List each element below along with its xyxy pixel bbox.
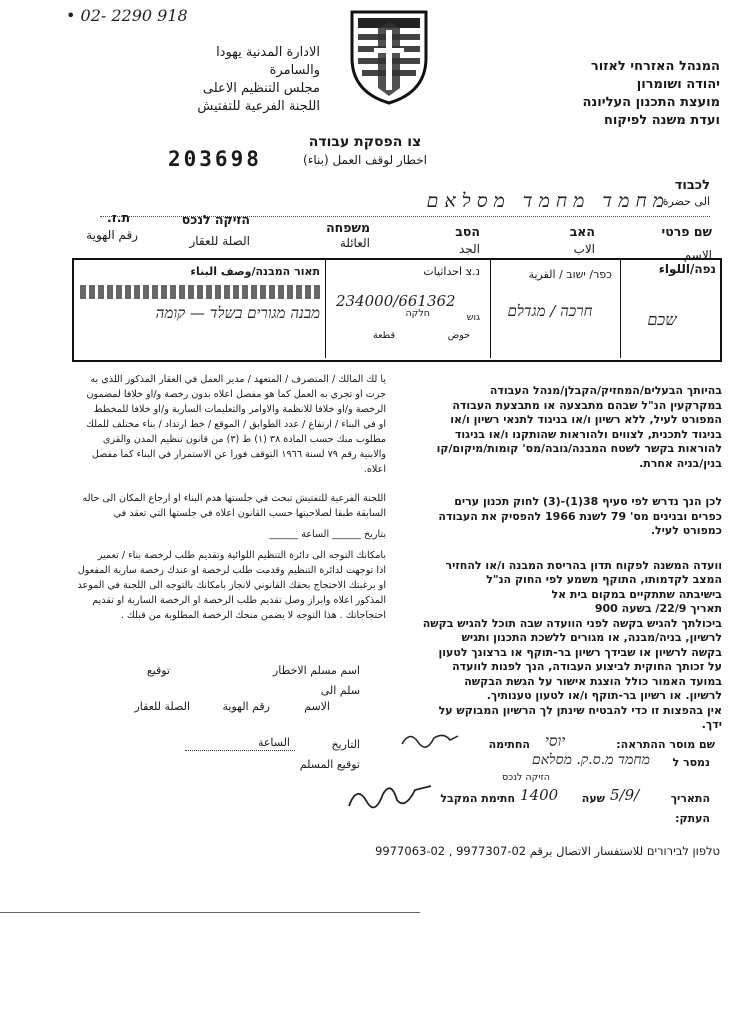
hebrew-delivered-handwritten: מחמד מ.ס.ק. מסלאם [531,752,650,768]
arabic-header-line: اللجنة الفرعية للتفتيش [197,99,320,114]
hebrew-issuer-signature [400,728,460,754]
arabic-time-label: الساعة [257,736,290,749]
building-desc-value: מבנה מגורים בשלד — קומה [155,304,320,322]
hebrew-time-handwritten: 1400 [520,786,559,804]
hebrew-body-line: בניגוד לתכנית, לצווים ולהוראות שהותקנו ו/או בניגוד [454,427,722,441]
hebrew-issuer-label: שם מוסר ההתראה: [616,738,715,751]
hebrew-date-handwritten: 5/9/ [610,786,640,804]
hebrew-body-line: ביכולתך להגיש בקשה לפני הוועדה שבה תוכל להגיש בקשה [422,616,722,630]
hebrew-body-line: לרשיון, בניה/מבנה, או מגורים ללשכת התכנון ותגיש [461,631,722,644]
hebrew-body-line: בישיבתה שתתקיים במקום בית אל [551,587,722,601]
arabic-relation-label: الصلة للعقار [134,700,190,713]
hebrew-delivered-label: נמסר ל [672,756,710,769]
arabic-body-line: السابقة طبقا لصلاحيتها حسب القانون اعلاه في جلستها التي تعقد في [113,508,386,519]
arabic-receiver-label: اسم مسلم الاخطار [272,664,360,677]
hebrew-header-line: מועצת התכנון העליונה [582,95,720,110]
hebrew-body-line: כפרים ובנינים מס' 79 לשנת 1966 להפסיק את העבודה [438,509,722,523]
hebrew-header-line: המנהל האזרחי לאזור [590,59,720,74]
col-family: משפחה [326,220,370,235]
district-value: שכם [647,310,677,329]
recipient-label-arabic: الى حضرة [662,195,710,208]
parcel-label-hod: حوض [447,330,470,341]
arabic-body-line: مطلوب منك حسب المادة ٣٨ (١) ط (٣) من قانون تنظيم المدن والقرى [102,434,386,445]
district-label: נפה/اللواء [658,262,716,276]
arabic-signature-label: توقيع [146,664,170,677]
col-father-ar: الاب [573,242,595,256]
arabic-delivered-to: سلم الى [320,684,360,697]
arabic-body-line: اللجنة الفرعية للتفتيش تبحث في جلستها هدم البناء او ارجاع المكان الى حاله [82,493,386,504]
hebrew-body-line: תאריך 22/9/ בשעה 900 [594,602,722,615]
arabic-name-label: الاسم [304,700,330,713]
order-title-arabic: اخطار لوقف العمل (بناء) [303,153,427,167]
building-desc-label: תאור המבנה/وصف البناء [190,265,320,278]
arabic-header [150,44,320,116]
hebrew-body-line: המפורט לעיל, ללא רשיון ו/או בניגוד לתנאי רשיון ו/או [450,413,722,426]
col-id-ar: رقم الهوية [86,228,138,242]
emblem-seal [348,8,430,110]
hebrew-time-label: שעה [581,792,605,805]
hebrew-body-line: בקשה לרשיון או שבידך רשיון בר-תוקף או ברצונך לטעון [438,645,722,659]
arabic-body-line: او في البناء / ارتفاع / عدد الطوابق / الموقع / خط ارتداد / بناء مختلف للملك [86,419,386,430]
hebrew-body-line: לרשיון. או רשיון בר-תוקף ו/או לטעון טענותיך. [486,689,722,702]
arabic-body-line: يا لك المالك / المتصرف / المتعهد / مدير العمل في العقار المذكور اللذي به [90,374,386,385]
col-first-name-ar: الاسم [683,248,712,262]
parcel-label-gush: גוש [466,312,480,323]
arabic-body-line: المذكور اعلاه وابراز وصل تقديم طلب الرخصة او الرخصة السارية او تقديم [92,595,386,606]
footer-phone: טלפון לבירורים للاستفسار الاتصال برقم 02-9977307 , 02-9977063 [375,844,720,858]
recipient-handwritten-name: מחמד מחמד מסלאם [426,190,670,212]
hebrew-body-line: אין בהפצות זו כדי להבטיח שינתן לך הרשיון המבוקש על [438,703,722,717]
arabic-body-line: اعلاه. [363,464,386,475]
hebrew-body-line: המצב לקדמותו, התוקף משמע לפי החוק הנ"ל [486,573,722,586]
col-grandfather: הסב [455,224,480,239]
village-value: חרכה / מגדלם [507,302,593,320]
col-grandfather-ar: الجد [458,242,480,256]
col-id: ת.ז. [106,210,130,225]
parcel-label-helka: חלקה [405,308,430,319]
struck-out-text [80,285,320,299]
hebrew-body-line: לכן הנך נדרש לפי סעיף 38(1)-(3) לחוק תכנון ערים [454,495,722,508]
recipient-label-hebrew: לכבוד [674,178,710,193]
arabic-body-line: اذا توجهت لدائرة التنظيم وقدمت طلب لرخصة او عندك رخصة سارية المفعول [77,565,386,576]
arabic-header-line: والسامرة [269,63,320,78]
hebrew-body-line: להוראות בקשר לשטח המבנה/גובה/מס' קומות/מיקום/קו [436,442,722,455]
receiver-signature [345,776,435,820]
col-first-name: שם פרטי [661,224,712,239]
hebrew-body [392,384,722,733]
arabic-body-line: الرخصة و/او خلافا للانظمة والاوامر والتعليمات السارية و/او خلافا للمخطط [93,404,386,415]
arabic-body-line: احتجاجاتك . هذا التوجه لا يضمن منحك الرخصة المطلوبة من قبلك . [120,610,386,621]
hebrew-date-label: התאריך [670,792,710,805]
hebrew-header [520,58,720,130]
parcel-label-qita: قطعة [372,330,395,341]
arabic-body-line: والابنية رقم ٧٩ لسنة ١٩٦٦ التوقف فورا عن الاستمرار في البناء كما مفصل [91,449,386,460]
arabic-deliverer-sig-label: توقيع المسلم [299,758,360,771]
hebrew-body-line: במקרקעין הנ"ל שבהם מתבצעה או מתבצעת העבודה [452,398,722,412]
arabic-date-label: التاريخ [331,738,360,751]
col-family-ar: العائلة [339,236,370,250]
arabic-body-line: بامكانك التوجه الى دائرة التنظيم اللوائية وتقديم طلب لرخصة بناء / تعمير [97,550,386,561]
arabic-header-line: الادارة المدنية يهودا [216,45,320,60]
hebrew-body-line: בנין/בניה אחרת. [639,456,722,470]
arabic-body [48,372,386,623]
hebrew-header-line: יהודה ושומרון [636,77,720,92]
hebrew-issuer-handwritten: יוסי [545,732,566,750]
arabic-body-line: جرت او تجري به العمل كما هو مفصل اعلاه بدون رخصة و/او خلافا لمضمون [86,389,386,400]
hebrew-body-line: וועדה המשנה לפקוח תדון בהריסת המבנה ו/או להחזיר [445,558,722,572]
hebrew-body-line: במועד האמור כולל הוצגת אישור על הגשת הבקשה [464,674,722,688]
hebrew-relation-label: הזיקה לנכס [502,772,550,783]
col-relation-ar: الصلة للعقار [189,234,250,248]
arabic-body-line: او برغبتك الاحتجاج بحقك القانوني لانجاز بامكانك بالتوجه الى اللجنة في الموعد [77,580,386,591]
hebrew-body-line: ידך. [701,718,722,731]
arabic-body-line: بتاريخ ______ الساعة ______ [269,529,386,540]
col-father: האב [569,224,595,239]
handwritten-phone-note: • 02- 2290 918 [66,6,188,25]
hebrew-copy-label: העתק: [675,812,710,825]
hebrew-body-line: בהיותך הבעלים/המחזיק/הקבלן/מנהל העבודה [489,384,722,397]
order-title-hebrew: צו הפסקת עבודה [308,134,422,150]
hebrew-sig-label: החתימה [488,738,530,751]
coords-value: 234000/661362 [336,292,456,310]
arabic-id-label: رقم الهوية [222,700,270,713]
arabic-header-line: مجلس التنظيم الاعلى [202,81,320,96]
hebrew-body-line: כמפורט לעיל. [650,524,722,537]
hebrew-body-line: על זכותך החוקית לביצוע העבודה, הנך לפנות לוועדה [452,660,722,673]
coords-label: נ.צ احداثيات [423,265,480,278]
order-number: 203698 [168,147,262,171]
hebrew-receiver-sig-label: חתימת המקבל [440,792,515,805]
hebrew-header-line: ועדת משנה לפיקוח [604,113,720,128]
village-label: כפר/ ישוב / القرية [528,268,612,281]
col-relation: הזיקה לנכס [181,212,250,227]
